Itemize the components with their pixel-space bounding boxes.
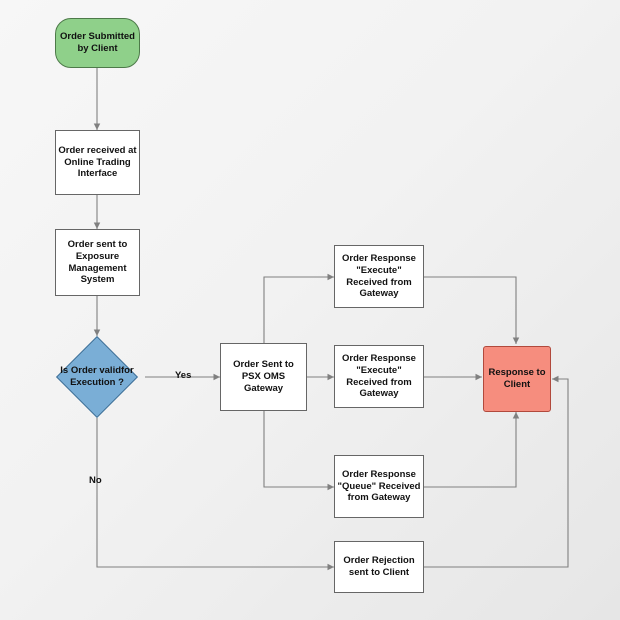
node-order-response-queue[interactable] xyxy=(334,455,424,518)
node-order-rejection-sent-to-client[interactable] xyxy=(334,541,424,593)
node-label: Order received at Online Trading Interface xyxy=(58,144,137,180)
edge-label-yes: Yes xyxy=(175,370,192,381)
node-label: Order Sent to PSX OMS Gateway xyxy=(233,359,294,394)
node-order-response-execute-top[interactable] xyxy=(334,245,424,308)
edge-decision-no-to-rejection xyxy=(97,418,334,567)
node-label: Response to Client xyxy=(488,367,546,390)
node-label: Order Response "Execute" Received from Gateway xyxy=(342,252,416,300)
node-label: Order Rejection sent to Client xyxy=(343,555,415,578)
node-order-sent-exposure-management-system[interactable] xyxy=(55,229,140,296)
node-is-order-valid-for-execution[interactable] xyxy=(60,348,134,406)
node-label: Order Submitted by Client xyxy=(60,31,135,54)
edge-gateway-to-response-execute-top xyxy=(264,277,334,343)
node-label: Is Order validfor Execution ? xyxy=(60,365,134,388)
node-order-submitted-by-client[interactable] xyxy=(55,18,140,68)
node-label: Order Response "Queue" Received from Gateway xyxy=(337,468,421,504)
node-order-response-execute-middle[interactable] xyxy=(334,345,424,408)
edge-response-queue-to-client xyxy=(424,412,516,487)
edge-gateway-to-response-queue xyxy=(264,411,334,487)
node-response-to-client[interactable] xyxy=(483,346,551,412)
node-order-received-online-trading-interface[interactable] xyxy=(55,130,140,195)
node-label: Order Response "Execute" Received from Gateway xyxy=(342,352,416,400)
edge-response-execute-top-to-client xyxy=(424,277,516,344)
node-label: Order sent to Exposure Management System xyxy=(67,238,128,286)
node-order-sent-to-psx-oms-gateway[interactable] xyxy=(220,343,307,411)
edge-label-no: No xyxy=(89,475,102,486)
